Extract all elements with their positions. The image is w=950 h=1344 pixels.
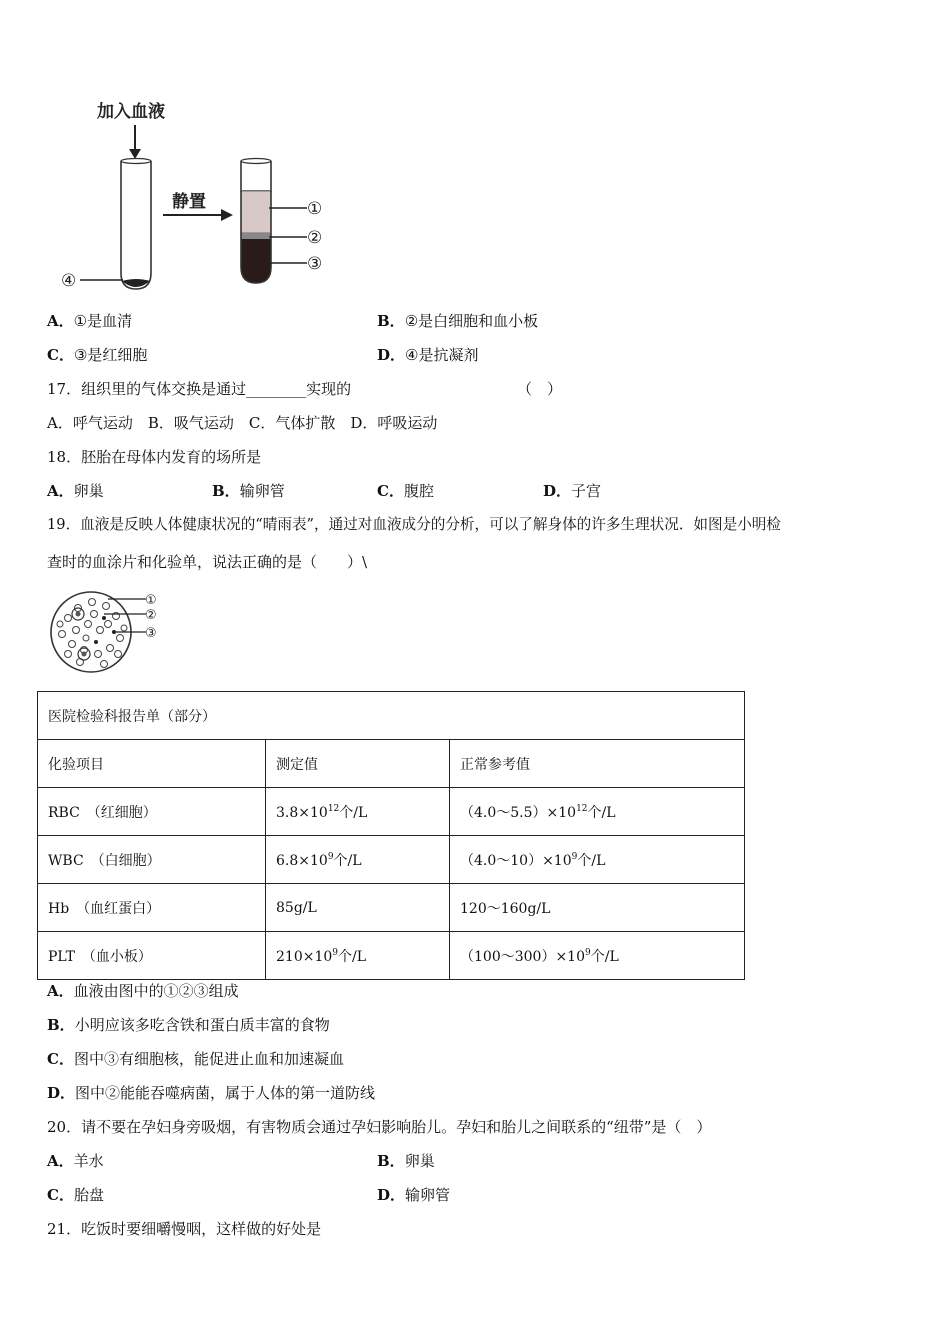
q16-option-a: A．①是血清 (47, 312, 133, 330)
marker-2: ② (307, 228, 323, 248)
q16-option-b: B．②是白细胞和血小板 (377, 312, 539, 330)
q18-stem: 18．胚胎在母体内发育的场所是 (47, 448, 262, 466)
row-value: $3.8\times 10^{12}$个/L (266, 788, 450, 836)
row-value: $6.8\times 10^9$个/L (266, 836, 450, 884)
empty-test-tube (121, 161, 151, 289)
q19-stem-line2: 查时的血涂片和化验单，说法正确的是（ ）\ (47, 553, 368, 571)
test-tube-figure (55, 95, 345, 295)
q20-option-a: A．羊水 (47, 1152, 104, 1170)
serum-layer (241, 191, 271, 233)
q16-option-d: D．④是抗凝剂 (377, 346, 479, 364)
header-value: 测定值 (266, 740, 450, 788)
report-title: 医院检验科报告单（部分） (38, 692, 745, 740)
row-reference: 120～160g/L (450, 884, 745, 932)
q19-option-b: B．小明应该多吃含铁和蛋白质丰富的食物 (47, 1016, 330, 1034)
row-item: PLT （血小板） (38, 932, 266, 980)
q18-option-c: C．腹腔 (377, 482, 434, 500)
marker-3: ③ (307, 254, 323, 274)
add-blood-label: 加入血液 (97, 102, 165, 122)
row-item: Hb （血红蛋白） (38, 884, 266, 932)
marker-4: ④ (61, 271, 77, 291)
red-cell-layer (241, 239, 271, 283)
q18-option-d: D．子宫 (543, 482, 602, 500)
table-row (38, 836, 745, 884)
row-reference: $(4.0\sim 5.5)\times 10^{12}$个/L (450, 788, 745, 836)
q20-option-b: B．卵巢 (377, 1152, 435, 1170)
blood-smear-figure (48, 588, 168, 678)
table-row (38, 884, 745, 932)
lab-report-table (37, 691, 745, 980)
row-reference: $(100\sim 300)\times 10^9$个/L (450, 932, 745, 980)
q18-option-a: A．卵巢 (47, 482, 104, 500)
q20-option-c: C．胎盘 (47, 1186, 104, 1204)
q17-bracket: （ ） (517, 380, 563, 398)
row-item: WBC （白细胞） (38, 836, 266, 884)
header-item: 化验项目 (38, 740, 266, 788)
q17-options: A．呼气运动 B．吸气运动 C．气体扩散 D．呼吸运动 (47, 414, 438, 432)
smear-marker-1: ① (145, 593, 157, 608)
row-value: $210\times 10^9$个/L (266, 932, 450, 980)
row-reference: $(4.0\sim 10)\times 10^9$个/L (450, 836, 745, 884)
q19-option-d: D．图中②能能吞噬病菌，属于人体的第一道防线 (47, 1084, 376, 1102)
marker-1: ① (307, 199, 323, 219)
q20-option-d: D．输卵管 (377, 1186, 451, 1204)
q18-option-b: B．输卵管 (212, 482, 285, 500)
header-reference: 正常参考值 (450, 740, 745, 788)
row-item: RBC （红细胞） (38, 788, 266, 836)
stand-label: 静置 (172, 192, 206, 212)
q19-stem-line1: 19．血液是反映人体健康状况的“晴雨表”，通过对血液成分的分析，可以了解身体的许多生理状况．如图是小明检 (47, 516, 781, 533)
row-value: 85g/L (266, 884, 450, 932)
q17-stem: 17．组织里的气体交换是通过________实现的 (47, 380, 352, 398)
smear-marker-3: ③ (145, 626, 157, 641)
q21-stem: 21．吃饭时要细嚼慢咽，这样做的好处是 (47, 1220, 322, 1238)
q19-option-c: C．图中③有细胞核，能促进止血和加速凝血 (47, 1050, 344, 1068)
q16-option-c: C．③是红细胞 (47, 346, 148, 364)
table-row (38, 788, 745, 836)
smear-marker-2: ② (145, 608, 157, 623)
buffy-layer (241, 233, 271, 239)
q20-stem: 20．请不要在孕妇身旁吸烟，有害物质会通过孕妇影响胎儿。孕妇和胎儿之间联系的“纽带”是（ ） (47, 1118, 712, 1136)
q19-option-a: A．血液由图中的①②③组成 (47, 982, 239, 1000)
table-row (38, 932, 745, 980)
